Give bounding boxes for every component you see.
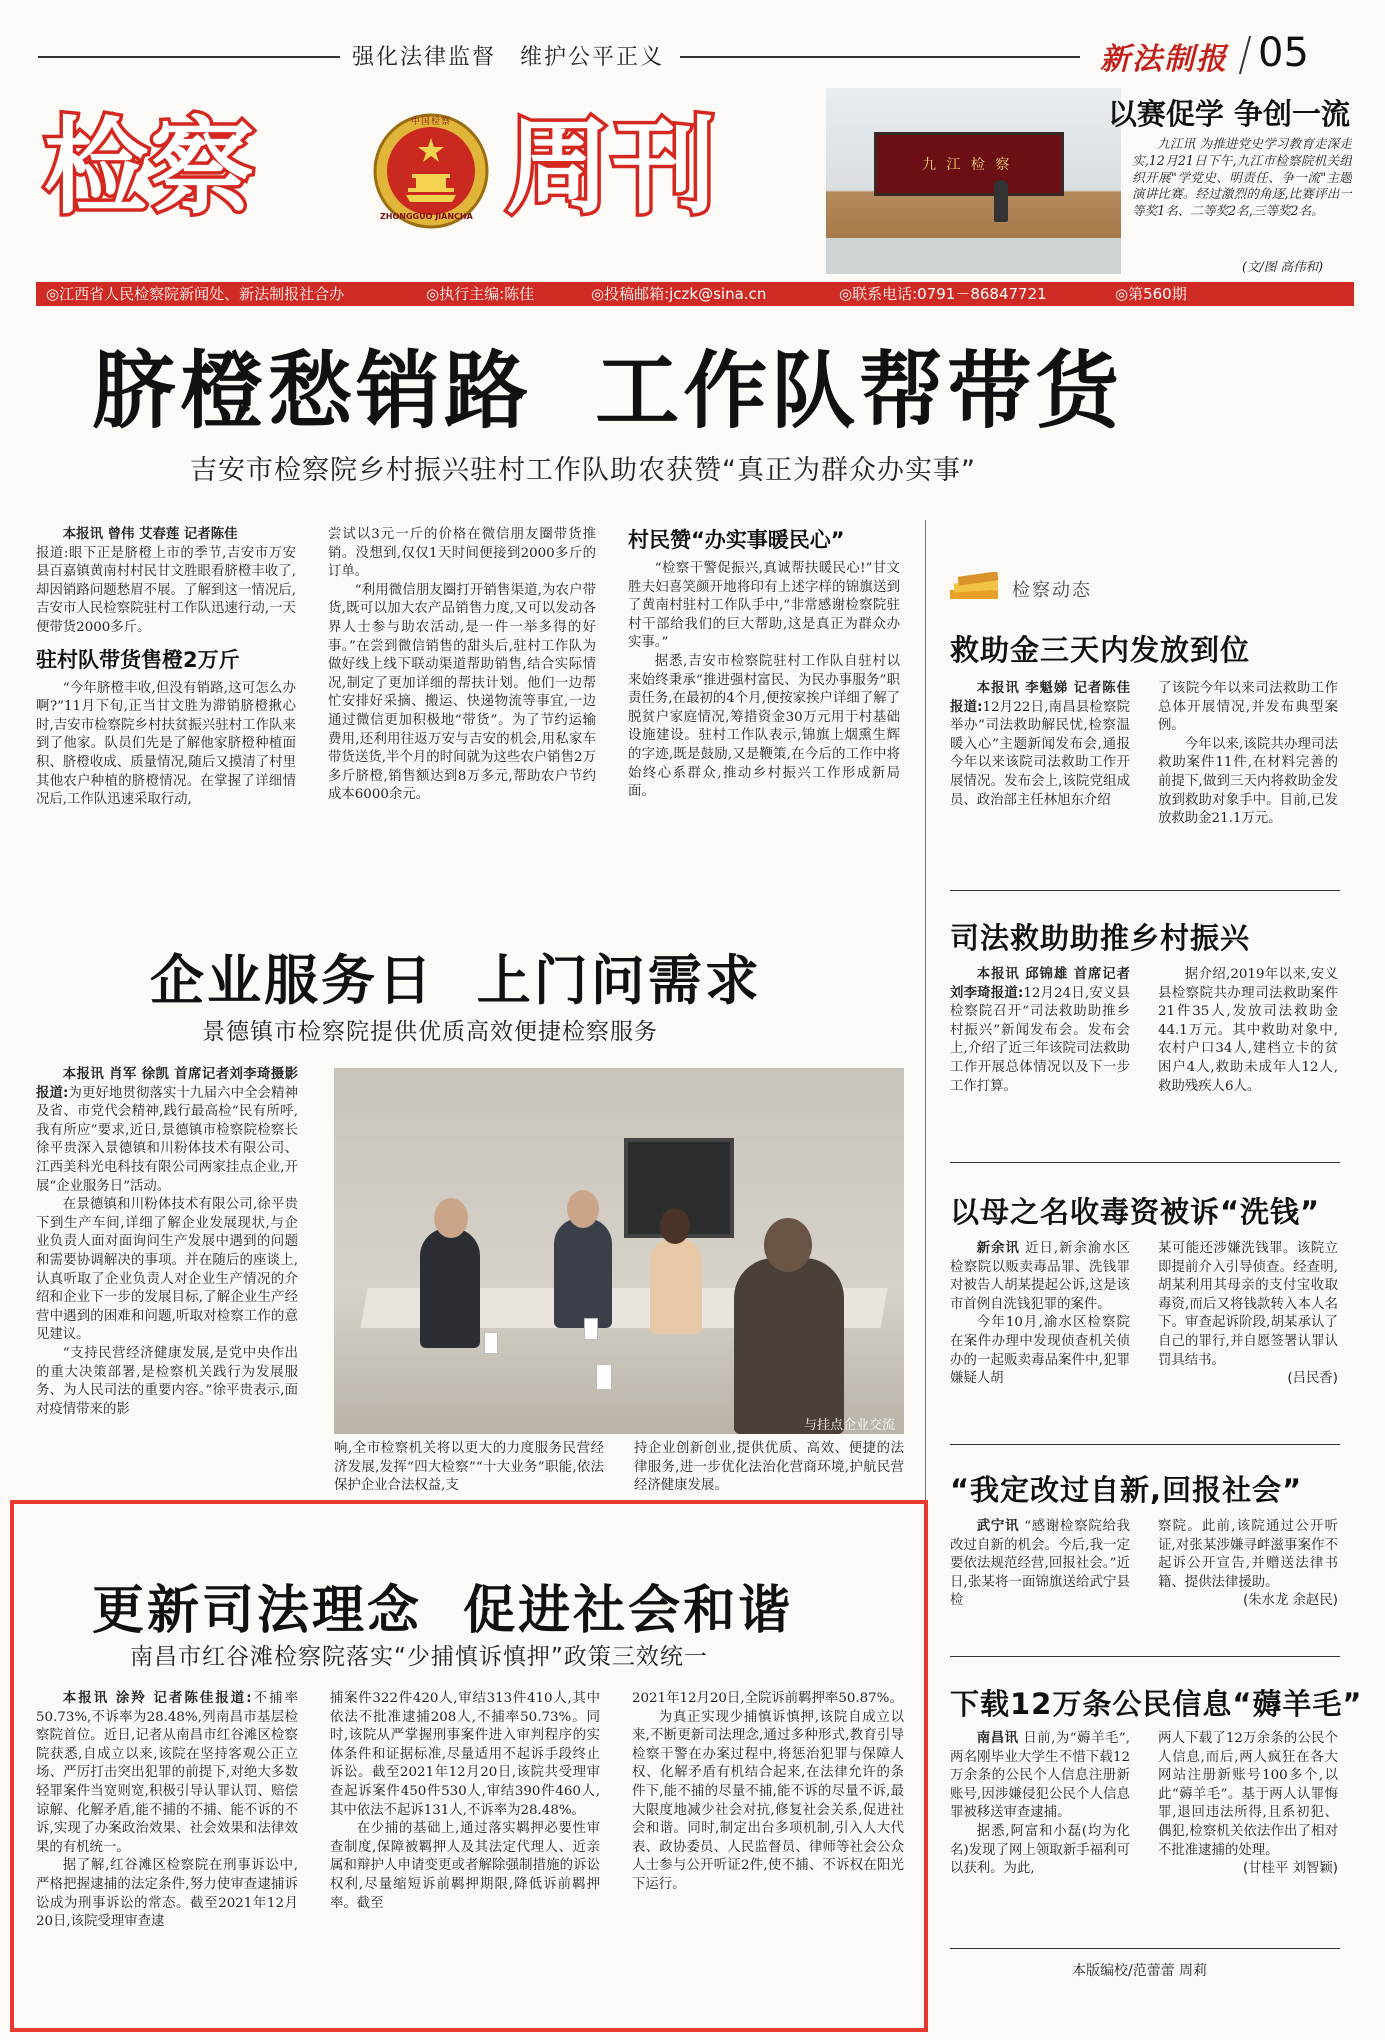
info-bar-editor: ◎执行主编:陈佳	[426, 285, 535, 303]
enterprise-subtitle: 景德镇市检察院提供优质高效便捷检察服务	[202, 1019, 658, 1045]
concept-subtitle: 南昌市红谷滩检察院落实“少捕慎诉慎押”政策三效统一	[130, 1644, 708, 1670]
brief-1-left	[950, 680, 1130, 868]
speaker-figure	[994, 180, 1008, 222]
enterprise-photo	[334, 1068, 904, 1434]
brief-5-right-text: 两人下载了12万余条的公民个人信息,而后,两人疯狂在各大网站注册新账号100多个,以此“薅羊毛”。基于两人认罪悔罪,退回违法所得,且系初犯、偶犯,检察机关依法作出了相对不批准逮捕的处理。	[1158, 1731, 1338, 1858]
enterprise-byline: 本报讯 肖军 徐凯 首席记者刘李琦摄影报道:	[36, 1067, 298, 1101]
info-bar-organizer: ◎江西省人民检察院新闻处、新法制报社合办	[46, 285, 345, 303]
concept-col1-p1: 不捕率50.73%,不诉率为28.48%,列南昌市基层检察院首位。近日,记者从南昌市红谷滩区检察院获悉,自成立以来,该院在坚持客观公正立场、严厉打击突出犯罪的前提下,对绝大多数轻罪案件当宽则宽,积极引导认罪认罚、赔偿谅解、化解矛盾,能不捕的不捕、能不诉的不诉,实现了办案政治效果、社会效果和法律效果的有机统一。	[36, 1691, 298, 1855]
brief-4-left	[950, 1518, 1130, 1634]
person-4	[734, 1258, 844, 1434]
info-bar-issue: ◎第560期	[1115, 285, 1187, 303]
brief-2-left-text: 12月24日,安义县检察院召开“司法救助助推乡村振兴”新闻发布会。发布会上,介绍了近三年该院司法救助工作开展总体情况以及下一步工作打算。	[950, 985, 1130, 1094]
lead-subhead-2: 村民赞“办实事暖民心”	[628, 528, 845, 552]
cup-3	[596, 1364, 612, 1390]
slogan: 强化法律监督 维护公平正义	[352, 45, 665, 70]
page-number: 05	[1258, 30, 1309, 76]
masthead-left: 检察	[44, 106, 257, 228]
page-divider	[1239, 36, 1251, 74]
brief-2-byline: 本报讯 邱锦雄 首席记者刘李琦报道:	[950, 967, 1130, 1001]
person-1-head	[434, 1198, 468, 1238]
lead-col2-p1: 尝试以3元一斤的价格在微信朋友圈带货推销。没想到,仅仅1天时间便接到2000多斤的订单。	[328, 527, 596, 580]
lead-subhead-1: 驻村队带货售橙2万斤	[36, 647, 240, 672]
procuratorate-emblem	[372, 112, 490, 230]
lead-subtitle: 吉安市检察院乡村振兴驻村工作队助农获赞“真正为群众办实事”	[190, 455, 976, 486]
brief-5-left	[950, 1730, 1130, 1936]
brief-2-right-text: 据介绍,2019年以来,安义县检察院共办理司法救助案件21件35人,发放司法救助金44.1万元。其中救助对象中,农村户口34人,建档立卡的贫困户4人,救助未成年人12人,救助残疾人6人。	[1158, 967, 1338, 1094]
brief-divider-4	[950, 1656, 1340, 1657]
brief-4-left-text: “感谢检察院给我改过自新的机会。今后,我一定要依法规范经营,回报社会。”近日,张某将一面锦旗送给武宁县检	[950, 1519, 1130, 1609]
brief-4-right-text: 察院。此前,该院通过公开听证,对张某涉嫌寻衅滋事案作不起诉公开宣告,并赠送法律书籍、提供法律援助。	[1158, 1519, 1338, 1590]
person-2-head	[567, 1190, 599, 1228]
brief-1-right-p1: 了该院今年以来司法救助工作总体开展情况,并发布典型案例。	[1158, 681, 1338, 734]
footer-rule	[950, 1948, 1340, 1949]
brief-2-right	[1158, 966, 1338, 1150]
lead-col3-p2: 据悉,吉安市检察院驻村工作队自驻村以来始终秉承“推进强村富民、为民办事服务”职责任务,在最初的4个月,便按家挨户详细了解了脱贫户家庭情况,筹措资金30万元用于村基础设施建设。驻村工作队表示,锦旗上烟熏生辉的字迹,既是鼓励,又是鞭策,在今后的工作中将始终心系群众,推动乡村振兴工作形成新局面。	[628, 653, 900, 800]
enterprise-p1: 为更好地贯彻落实十九届六中全会精神及省、市党代会精神,践行最高检“民有所呼,我有所应”要求,近日,景德镇市检察院检察长徐平贵深入景德镇和川粉体技术有限公司、江西美科光电科技有限公司两家挂点企业,开展“企业服务日”活动。	[36, 1085, 298, 1194]
brief-2-left	[950, 966, 1130, 1150]
info-bar-phone: ◎联系电话:0791－86847721	[839, 285, 1047, 303]
brief-3-right	[1158, 1240, 1338, 1424]
brief-divider-2	[950, 1162, 1340, 1163]
concept-col1-p2: 据了解,红谷滩区检察院在刑事诉讼中,严格把握逮捕的法定条件,努力使审查逮捕诉讼成为刑事诉讼的常态。截至2021年12月20日,该院受理审查逮	[36, 1858, 298, 1930]
cup-1	[484, 1332, 498, 1354]
emblem-top-text: 中国检察	[411, 117, 452, 127]
brief-5-signature: (甘桂平 刘智颖)	[1242, 1861, 1338, 1877]
lead-title: 脐橙愁销路 工作队帮带货	[92, 342, 1124, 440]
enterprise-continuation-2	[634, 1440, 904, 1496]
top-news-signature: (文/图 高伟和)	[1242, 259, 1324, 274]
top-news-photo	[826, 88, 1121, 274]
emblem-bottom-text: ZHONGGUO JIANCHA	[380, 212, 473, 221]
concept-column-2	[330, 1690, 600, 2020]
books-icon	[946, 572, 1004, 602]
section-label: 检察动态	[1012, 580, 1092, 601]
info-bar-email: ◎投稿邮箱:jczk@sina.cn	[591, 285, 767, 303]
section-label-box	[946, 566, 1146, 608]
lead-byline: 本报讯 曾伟 艾春莲 记者陈佳	[62, 527, 238, 542]
brief-1-right	[1158, 680, 1338, 868]
concept-column-1	[36, 1690, 298, 2020]
brief-4-byline: 武宁讯	[976, 1519, 1020, 1534]
cup-2	[584, 1318, 598, 1340]
concept-col3-p1: 2021年12月20日,全院诉前羁押率50.87%。	[632, 1691, 903, 1706]
enterprise-p2: 在景德镇和川粉体技术有限公司,徐平贵下到生产车间,详细了解企业发展现状,与企业负责人面对面询问生产发展中遇到的问题和需要协调解决的事项。并在随后的座谈上,认真听取了企业负责人对企业生产情况的介绍和企业下一步的发展目标,了解企业生产经营中遇到的困难和问题,听取对检察工作的意见建议。	[36, 1197, 298, 1343]
brief-3-left-text: 近日,新余渝水区检察院以贩卖毒品罪、洗钱罪对被告人胡某提起公诉,这是该市首例自洗钱犯罪的案件。	[950, 1241, 1130, 1312]
brief-5-right	[1158, 1730, 1338, 1936]
brief-4-signature: (朱水龙 余赵民)	[1242, 1593, 1338, 1609]
person-3-head	[660, 1208, 690, 1244]
person-2	[554, 1218, 612, 1328]
newspaper-name: 新法制报	[1100, 42, 1228, 77]
person-3	[650, 1238, 702, 1334]
lead-column-3	[628, 526, 900, 884]
brief-5-byline: 南昌讯	[976, 1731, 1019, 1746]
brief-5-left-text: 日前,为“薅羊毛”,两名刚毕业大学生不惜下载12万余条的公民个人信息注册新账号,因涉嫌侵犯公民个人信息罪被移送审查逮捕。	[950, 1731, 1130, 1821]
brief-5-left-text-2: 据悉,阿富和小磊(均为化名)发现了网上领取新手福利可以获利。为此,	[950, 1823, 1130, 1877]
brief-1-title: 救助金三天内发放到位	[950, 633, 1251, 667]
enterprise-continuation-1	[334, 1440, 604, 1496]
person-4-head	[764, 1218, 812, 1272]
footer-editor: 本版编校/范蕾蕾 周莉	[1072, 1963, 1208, 1979]
photo-caption: 九 江 检 察	[922, 157, 1013, 173]
masthead-right: 周刊	[506, 106, 719, 228]
brief-divider-1	[950, 890, 1340, 891]
lead-col1-p1: 报道:眼下正是脐橙上市的季节,吉安市万安县百嘉镇黄南村村民甘文胜眼看脐橙丰收了,却因销路问题愁眉不展。了解到这一情况后,吉安市人民检察院驻村工作队迅速行动,一天便带货2000多斤。	[36, 545, 296, 635]
brief-3-title: 以母之名收毒资被诉“洗钱”	[950, 1195, 1321, 1229]
lead-col1-p2: “今年脐橙丰收,但没有销路,这可怎么办啊?”11月下旬,正当甘文胜为滞销脐橙揪心时,吉安市检察院乡村扶贫振兴驻村工作队来到了他家。队员们先是了解他家脐橙种植面积、脐橙收成、质量情况,随后又摸清了村里其他农户种植的脐橙情况。在掌握了详细情况后,工作队迅速采取行动,	[36, 680, 296, 808]
brief-4-title: “我定改过自新,回报社会”	[950, 1473, 1303, 1507]
brief-divider-3	[950, 1444, 1340, 1445]
lead-col2-p2: “利用微信朋友圈打开销售渠道,为农户带货,既可以加大农产品销售力度,又可以发动各界人士参与助农活动,是一件一举多得的好事。”在尝到微信销售的甜头后,驻村工作队为做好线上线下联动渠道帮助销售,结合实际情况,制定了更加详细的帮扶计划。他们一边帮忙安排好采摘、搬运、快递物流等事宜,一边通过微信更加积极地“带货”。为了节约运输费用,还利用往返万安与吉安的机会,用私家车带货送货,半个月的时间就为这些农户销售2万多斤脐橙,销售额达到8万多元,帮助农户节约成本6000余元。	[328, 582, 596, 803]
brief-3-signature: (吕民香)	[1287, 1371, 1338, 1387]
enterprise-cont-left: 响,全市检察机关将以更大的力度服务民营经济发展,发挥“四大检察”“十大业务”职能,依法保护企业合法权益,支	[334, 1441, 604, 1494]
top-news-body: 九江讯 为推进党史学习教育走深走实,12月21日下午,九江市检察院机关组织开展"学党史、明责任、争一流"主题演讲比赛。经过激烈的角逐,比赛评出一等奖1名、二等奖2名,三等奖2名。	[1132, 136, 1352, 219]
enterprise-cont-right: 持企业创新创业,提供优质、高效、便捷的法律服务,进一步优化法治化营商环境,护航民营经济健康发展。	[634, 1441, 904, 1494]
header-top-rule-right	[680, 56, 1080, 58]
lead-column-1	[36, 526, 296, 884]
concept-column-3	[632, 1690, 904, 2020]
brief-3-right-text: 某可能还涉嫌洗钱罪。该院立即提前介入引导侦查。经查明,胡某利用其母亲的支付宝收取毒资,而后又将钱款转入本人名下。审查起诉阶段,胡某承认了自己的罪行,并自愿签署认罪认罚具结书。	[1158, 1241, 1338, 1368]
brief-3-byline: 新余讯	[976, 1241, 1020, 1256]
brief-3-left	[950, 1240, 1130, 1424]
brief-1-right-p2: 今年以来,该院共办理司法救助案件11件,在材料完善的前提下,做到三天内将救助金发放到救助对象手中。目前,已发放救助金21.1万元。	[1158, 736, 1338, 827]
brief-3-left-text-2: 今年10月,渝水区检察院在案件办理中发现侦查机关侦办的一起贩卖毒品案件中,犯罪嫌疑人胡	[950, 1315, 1130, 1387]
top-news-title: 以赛促学 争创一流	[1107, 97, 1350, 131]
enterprise-title: 企业服务日 上门问需求	[150, 949, 762, 1012]
enterprise-photo-caption: 与挂点企业交流	[804, 1418, 896, 1433]
concept-col2-p2: 在少捕的基础上,通过落实羁押必要性审查制度,保障被羁押人及其法定代理人、近亲属和辩护人申请变更或者解除强制措施的诉讼权利,尽量缩短诉前羁押期限,降低诉前羁押率。截至	[330, 1821, 600, 1911]
header-top-rule	[38, 56, 340, 58]
enterprise-p3: “支持民营经济健康发展,是党中央作出的重大决策部署,是检察机关践行为发展服务、为人民司法的重要内容。”徐平贵表示,面对疫情带来的影	[36, 1345, 298, 1417]
concept-title: 更新司法理念 促进社会和谐	[92, 1581, 794, 1641]
concept-byline: 本报讯 涂羚 记者陈佳报道:	[62, 1691, 252, 1706]
enterprise-column-1	[36, 1066, 298, 1426]
brief-2-title: 司法救助助推乡村振兴	[950, 921, 1251, 955]
brief-5-title: 下载12万条公民信息“薅羊毛”	[950, 1687, 1363, 1721]
brief-1-byline: 本报讯 李魁娣 记者陈佳报道:	[950, 681, 1130, 715]
stage-floor	[826, 238, 1121, 274]
lead-col3-p1: “检察干警促振兴,真诚帮扶暖民心!”甘文胜夫妇喜笑颜开地将印有上述字样的锦旗送到了黄南村驻村工作队手中,“非常感谢检察院驻村干部给我们的巨大帮助,这是真正为群众办实事。”	[628, 561, 900, 651]
info-bar	[36, 282, 1354, 306]
brief-4-right	[1158, 1518, 1338, 1634]
lead-column-2	[328, 526, 596, 884]
brief-1-left-text: 12月22日,南昌县检察院举办“司法救助解民忧,检察温暖入心”主题新闻发布会,通报今年以来该院司法救助工作开展情况。发布会上,该院党组成员、政治部主任林旭东介绍	[950, 699, 1130, 808]
concept-col3-p2: 为真正实现少捕慎诉慎押,该院自成立以来,不断更新司法理念,通过多种形式,教育引导检察干警在办案过程中,将惩治犯罪与保障人权、化解矛盾有机结合起来,在法律允许的条件下,能不捕的尽量不捕,能不诉的尽量不诉,最大限度地减少社会对抗,修复社会关系,促进社会和谐。同时,制定出台多项机制,引入人大代表、政协委员、人民监督员、律师等社会公众人士参与公开听证2件,使不捕、不诉权在阳光下运行。	[632, 1709, 904, 1892]
concept-col2-p1: 捕案件322件420人,审结313件410人,其中依法不批准逮捕208人,不捕率50.73%。同时,该院从严掌握刑事案件进入审判程序的实体条件和证据标准,尽量适用不起诉手段终止诉讼。截至2021年12月20日,该院共受理审查起诉案件450件530人,审结390件460人,其中依法不起诉131人,不诉率为28.48%。	[330, 1691, 600, 1818]
person-1	[420, 1228, 480, 1348]
